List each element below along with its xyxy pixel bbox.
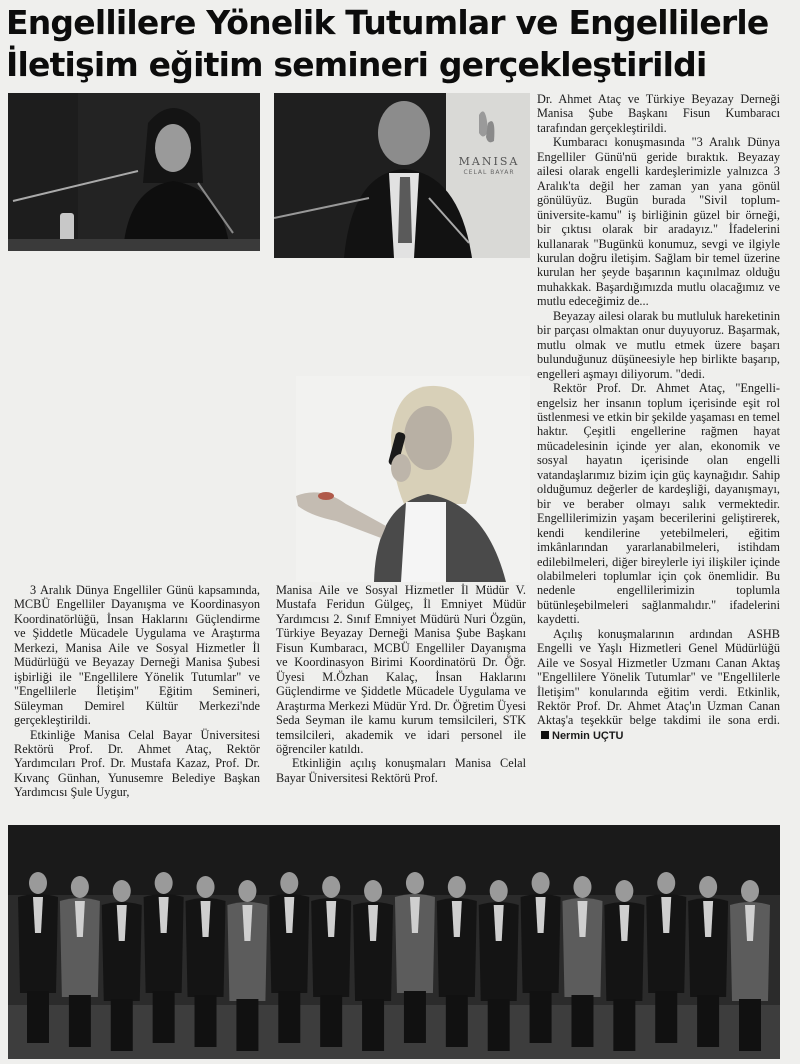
paragraph: Kumbaracı konuşmasında "3 Aralık Dünya Engelliler Günü'nü geride bıraktık. Beyazay ailesi olarak engelli kardeşlerimizle yalnızca 3 Aralık'ta değil her zaman yan yana gönül gönülüyüz. Bugün burada "Sivil toplum-üniversite-kamu" iş birliğinin güzel bir örneği, bir çıktısı olarak bir aradayız." İfadelerini kullanarak "Bugünkü konumuz, sevgi ve ilgiyle kurulan doğru iletişim. Sağlam bir temel üzerine kurulan her şeyde başarının kaçınılmaz olduğu muhakkak. Başardığımızda mutlu olacağımız ve mutlu edeceğimiz de... <box>537 135 780 309</box>
photo-trainer-with-microphone <box>296 376 530 582</box>
photo-speaker-man <box>274 93 530 258</box>
banner-text-manisa: MANISA <box>458 155 520 168</box>
paragraph: Açılış konuşmalarının ardından ASHB Engelli ve Yaşlı Hizmetleri Genel Müdürlüğü Aile ve Sosyal Hizmetler Uzmanı Canan Aktaş "Engellilere Yönelik Tutumlar" ve "Engellilerle İletişim" konularında eğitim verdi. Etkinlik, Rektör Prof. Dr. Ahmet Ataç'ın Uzman Canan Aktaş'a teşekkür belge takdimi ile sona erdi. <box>537 626 780 728</box>
byline-author: Nermin UÇTU <box>552 729 624 742</box>
byline <box>537 730 624 742</box>
paragraph: Etkinliğin açılış konuşmaları Manisa Celal Bayar Üniversitesi Rektörü Prof. <box>276 756 526 785</box>
headline-line-2: İletişim eğitim semineri gerçekleştirildi <box>6 45 707 84</box>
headline-line-1: Engellilere Yönelik Tutumlar ve Engellilerle <box>6 3 769 42</box>
paragraph: 3 Aralık Dünya Engelliler Günü kapsamında, MCBÜ Engelliler Dayanışma ve Koordinasyon Koordinatörlüğü, İnsan Haklarını Güçlendirme ve Şiddetle Mücadele Uygulama ve Araştırma Merkezi, Manisa Aile ve Sosyal Hizmetler İl Müdürlüğü ve Beyazay Derneği Manisa Şubesi işbirliği ile "Engellilere Yönelik Tutumlar" ve "Engellilerle İletişim" Eğitim Semineri, Süleyman Demirel Kültür Merkezi'nde gerçekleştirildi. <box>14 583 260 728</box>
paragraph: Etkinliğe Manisa Celal Bayar Üniversitesi Rektörü Prof. Dr. Ahmet Ataç, Rektör Yardımcıları Prof. Dr. Mustafa Kazaz, Prof. Dr. Kıvanç Günhan, Yunusemre Belediye Başkan Yardımcısı Şule Uygur, <box>14 727 260 800</box>
banner-text-celal-bayar: CELAL BAYAR <box>463 169 515 176</box>
paragraph: Beyazay ailesi olarak bu mutluluk hareketinin bir parçası olmaktan onur duyuyoruz. Başarmak, mutlu olmak ve mutlu etmek üzere başarı bulunduğunuz düşüneesiyle hep birlikte başarıp, engelleri aşmayı diliyorum. "dedi. <box>537 308 780 381</box>
text-column-left <box>14 583 260 800</box>
paragraph-with-byline <box>537 627 780 744</box>
paragraph: Rektör Prof. Dr. Ahmet Ataç, "Engelli-engelsiz her insanın toplum içerisinde eşit rol üstlenmesi ve etkin bir şekilde yaşaması en temel haktır. Çeşitli engellerine rağmen hayat mücadelesinin içinde yer alan, ekonomik ve sosyal hayatın içerisinde olan engelli vatandaşlarımız bizim için güç kaynağıdır. Sahip olduğumuz değerler de kardeşliği, dayanışmayı, bir ve beraber olmayı salık vermektedir. Engellilerimizin yaşam becerilerini geliştirerek, kendi kendilerine yetebilmeleri, eğitim imkânlarından yararlanabilmeleri, istihdam edilebilmeleri, diğer bireylerle iyi ilişkiler içinde olabilmeleri toplumlar için çok önemlidir. Bu nedenle engellilerimizin toplumla bütünleşebilmeleri sağlanmalıdır." ifadelerini kaydetti. <box>537 381 780 627</box>
paragraph: Dr. Ahmet Ataç ve Türkiye Beyazay Derneği Manisa Şube Başkanı Fisun Kumbaracı tarafından gerçekleştirildi. <box>537 92 780 135</box>
text-column-right <box>537 92 780 743</box>
byline-square-icon <box>541 731 549 739</box>
text-column-middle <box>276 583 526 785</box>
paragraph: Manisa Aile ve Sosyal Hizmetler İl Müdür V. Mustafa Feridun Gülgeç, İl Emniyet Müdür Yardımcısı 2. Sınıf Emniyet Müdürü Nuri Özgün, Türkiye Beyazay Derneği Manisa Şube Başkanı Fisun Kumbaracı, MCBÜ Engelliler Dayanışma ve Koordinasyon Birimi Koordinatörü Dr. Öğr. Üyesi M.Özhan Kalaç, İnsan Haklarını Güçlendirme ve Şiddetle Mücadele Uygulama ve Araştırma Merkezi Müdür Yrd. Dr. Öğretim Üyesi Seda Seyman ile kamu kurum temsilcileri, STK temsilcileri, akademik ve idari personel ile öğrenciler katıldı. <box>276 583 526 756</box>
photo-group <box>8 825 780 1059</box>
photo-speaker-woman <box>8 93 260 251</box>
